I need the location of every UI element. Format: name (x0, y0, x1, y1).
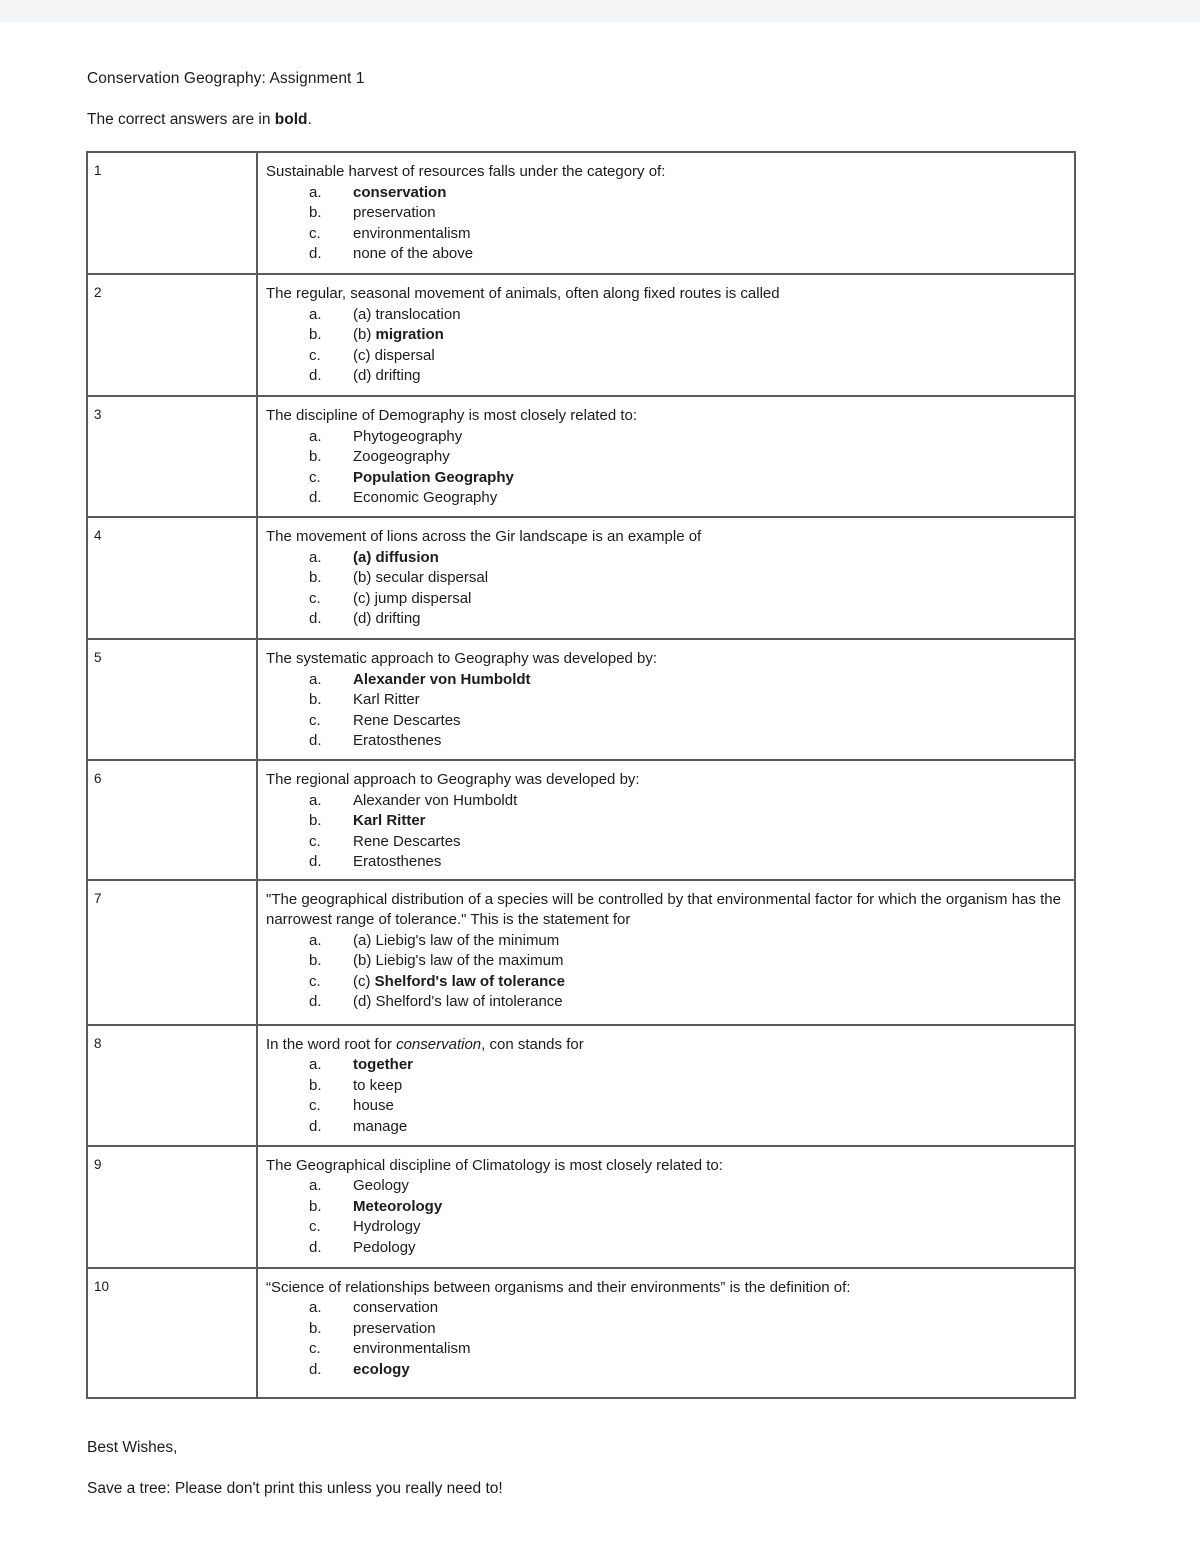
option-text: Rene Descartes (353, 711, 461, 729)
option-letter: a. (309, 670, 322, 688)
option-text: (b) secular dispersal (353, 569, 489, 586)
option-text: Rene Descartes (353, 832, 461, 850)
options-list (266, 1298, 1066, 1380)
question-row (87, 639, 1075, 760)
option-content (353, 931, 559, 952)
question-text: The systematic approach to Geography was developed by: (266, 650, 658, 667)
option-content (353, 1117, 407, 1138)
correct-answer-text: ecology (353, 1360, 410, 1378)
question-number: 8 (87, 1025, 257, 1146)
answer-option (266, 568, 1066, 589)
answer-option (266, 244, 1066, 265)
question-cell (257, 152, 1075, 274)
option-text: (a) Liebig's law of the minimum (353, 931, 560, 949)
option-content (353, 731, 441, 752)
option-content (353, 589, 471, 610)
top-bar (0, 0, 1200, 22)
option-letter: b. (309, 326, 322, 343)
option-text: Zoogeography (353, 448, 450, 465)
question-cell (257, 1268, 1075, 1398)
answer-option (266, 852, 1066, 873)
option-letter: b. (309, 569, 322, 586)
question-cell (257, 396, 1075, 517)
option-letter: d. (309, 993, 322, 1010)
option-content (353, 1319, 436, 1340)
options-list (266, 548, 1066, 630)
option-content (353, 1217, 421, 1238)
answer-option (266, 832, 1066, 853)
questions-table (86, 151, 1076, 1399)
question-cell (257, 639, 1075, 760)
correct-answer-text: Shelford's law of tolerance (374, 972, 565, 990)
question-cell (257, 517, 1075, 639)
option-letter: d. (309, 367, 322, 384)
answer-option (266, 589, 1066, 610)
question-text (266, 1035, 1066, 1056)
option-content (353, 568, 488, 589)
question-cell (257, 1025, 1075, 1146)
question-number: 7 (87, 880, 257, 1025)
question-row (87, 396, 1075, 517)
option-content (353, 468, 514, 489)
answer-option (266, 811, 1066, 832)
option-letter: d. (309, 489, 322, 506)
option-content (353, 1298, 438, 1319)
option-prefix: (c) (353, 972, 375, 990)
correct-answer-text: (a) diffusion (353, 548, 439, 566)
question-row (87, 880, 1075, 1025)
answer-option (266, 203, 1066, 224)
question-text: “Science of relationships between organisms and their environments” is the definition of: (266, 1278, 851, 1296)
option-text: Geology (353, 1177, 409, 1194)
option-text: preservation (353, 1319, 436, 1337)
correct-answer-text: Meteorology (353, 1197, 443, 1215)
answer-option (266, 992, 1066, 1013)
answer-option (266, 1298, 1066, 1319)
option-content (353, 1197, 442, 1218)
option-text: Economic Geography (353, 489, 498, 506)
option-text: Eratosthenes (353, 732, 442, 749)
option-text: none of the above (353, 245, 474, 262)
options-list (266, 427, 1066, 509)
option-content (353, 670, 531, 691)
option-text: Karl Ritter (353, 691, 420, 708)
question-number: 3 (87, 396, 257, 517)
option-letter: b. (309, 812, 322, 829)
option-letter: a. (309, 427, 322, 445)
option-letter: c. (309, 346, 321, 364)
answer-option (266, 1055, 1066, 1076)
option-letter: d. (309, 1117, 322, 1135)
save-tree-note: Save a tree: Please don't print this unless you really need to! (87, 1480, 503, 1497)
option-text: environmentalism (353, 224, 471, 242)
option-content (353, 1176, 409, 1197)
option-content (353, 609, 421, 630)
answer-option (266, 1197, 1066, 1218)
option-content (353, 791, 517, 812)
option-letter: a. (309, 183, 322, 201)
option-content (353, 427, 462, 448)
options-list (266, 1176, 1066, 1258)
option-letter: c. (309, 1097, 321, 1114)
option-content (353, 852, 441, 873)
option-content (353, 325, 444, 346)
option-letter: b. (309, 691, 322, 708)
option-letter: b. (309, 448, 322, 465)
question-row (87, 1146, 1075, 1268)
option-content (353, 1360, 410, 1381)
option-text: Eratosthenes (353, 853, 442, 870)
question-cell (257, 760, 1075, 880)
option-letter: a. (309, 791, 322, 809)
intro-bold-word: bold (274, 111, 308, 128)
answer-option (266, 670, 1066, 691)
option-content (353, 1339, 471, 1360)
question-row (87, 1268, 1075, 1398)
option-letter: d. (309, 610, 322, 627)
answer-option (266, 951, 1066, 972)
option-letter: c. (309, 711, 321, 729)
option-letter: a. (309, 1056, 322, 1073)
option-text: to keep (353, 1076, 403, 1094)
question-text: The regional approach to Geography was developed by: (266, 771, 640, 788)
correct-answer-text: conservation (353, 183, 447, 201)
question-number: 4 (87, 517, 257, 639)
option-text: (b) Liebig's law of the maximum (353, 952, 564, 969)
options-list (266, 670, 1066, 752)
answer-option (266, 972, 1066, 993)
answer-option (266, 791, 1066, 812)
option-content (353, 183, 446, 204)
option-content (353, 711, 461, 732)
correct-answer-text: Population Geography (353, 468, 514, 486)
intro-prefix: The correct answers are in (87, 111, 275, 128)
answer-option (266, 1339, 1066, 1360)
option-text: house (353, 1097, 394, 1114)
question-text-prefix: In the word root for (266, 1035, 397, 1053)
answer-option (266, 488, 1066, 509)
question-number: 2 (87, 274, 257, 396)
option-content (353, 811, 426, 832)
question-text-suffix: , con stands for (481, 1035, 584, 1053)
question-row (87, 1025, 1075, 1146)
answer-option (266, 325, 1066, 346)
option-text: (d) Shelford's law of intolerance (353, 993, 563, 1010)
answer-option (266, 305, 1066, 326)
option-text: Hydrology (353, 1218, 421, 1235)
question-cell (257, 1146, 1075, 1268)
option-content (353, 1076, 402, 1097)
answer-option (266, 931, 1066, 952)
answer-option (266, 1096, 1066, 1117)
option-content (353, 488, 497, 509)
correct-answer-text: Alexander von Humboldt (353, 670, 531, 688)
option-text: (c) jump dispersal (353, 589, 472, 607)
question-text: The movement of lions across the Gir landscape is an example of (266, 528, 702, 545)
option-content (353, 346, 435, 367)
correct-answer-text: together (353, 1056, 413, 1073)
option-letter: a. (309, 305, 322, 323)
closing-line: Best Wishes, (87, 1439, 178, 1456)
question-text: The regular, seasonal movement of animals, often along fixed routes is called (266, 285, 780, 302)
answer-option (266, 731, 1066, 752)
answer-option (266, 468, 1066, 489)
question-text: The discipline of Demography is most closely related to: (266, 407, 638, 424)
option-letter: c. (309, 1218, 321, 1235)
option-letter: b. (309, 1197, 322, 1215)
answer-option (266, 346, 1066, 367)
option-letter: a. (309, 548, 322, 566)
option-text: (c) dispersal (353, 346, 435, 364)
option-text: (a) translocation (353, 305, 461, 323)
question-row (87, 760, 1075, 880)
option-letter: c. (309, 1340, 321, 1357)
correct-answer-text: Karl Ritter (353, 812, 426, 829)
document-title: Conservation Geography: Assignment 1 (87, 70, 365, 87)
answer-option (266, 1176, 1066, 1197)
option-content (353, 447, 450, 468)
answer-option (266, 447, 1066, 468)
option-letter: b. (309, 952, 322, 969)
answer-option (266, 1360, 1066, 1381)
option-letter: d. (309, 245, 322, 262)
option-text: (d) drifting (353, 610, 421, 627)
answer-option (266, 1238, 1066, 1259)
option-letter: d. (309, 853, 322, 870)
option-content (353, 951, 563, 972)
option-letter: a. (309, 931, 322, 949)
answer-option (266, 711, 1066, 732)
option-content (353, 548, 439, 569)
answer-option (266, 366, 1066, 387)
answer-option (266, 224, 1066, 245)
intro-line (87, 111, 312, 129)
option-content (353, 366, 421, 387)
option-letter: d. (309, 732, 322, 749)
question-cell (257, 274, 1075, 396)
option-text: preservation (353, 204, 436, 221)
option-letter: a. (309, 1299, 322, 1316)
option-letter: d. (309, 1360, 322, 1378)
option-content (353, 992, 563, 1013)
answer-option (266, 548, 1066, 569)
answer-option (266, 690, 1066, 711)
option-text: Alexander von Humboldt (353, 791, 518, 809)
answer-option (266, 1217, 1066, 1238)
question-number: 9 (87, 1146, 257, 1268)
options-list (266, 1055, 1066, 1137)
question-row (87, 517, 1075, 639)
question-row (87, 152, 1075, 274)
option-letter: c. (309, 468, 321, 486)
option-text: manage (353, 1117, 408, 1135)
option-letter: b. (309, 204, 322, 221)
option-text: Pedology (353, 1238, 416, 1256)
question-row (87, 274, 1075, 396)
option-letter: c. (309, 972, 321, 990)
question-text: The Geographical discipline of Climatology is most closely related to: (266, 1156, 723, 1174)
correct-answer-text: migration (375, 326, 444, 343)
options-list (266, 183, 1066, 265)
option-content (353, 1238, 416, 1259)
intro-suffix: . (307, 111, 312, 128)
answer-option (266, 183, 1066, 204)
option-content (353, 1055, 413, 1076)
option-content (353, 1096, 394, 1117)
option-letter: c. (309, 589, 321, 607)
answer-option (266, 427, 1066, 448)
answer-option (266, 1076, 1066, 1097)
option-letter: a. (309, 1177, 322, 1194)
option-content (353, 690, 420, 711)
option-text: Phytogeography (353, 427, 463, 445)
options-list (266, 791, 1066, 873)
option-text: environmentalism (353, 1340, 471, 1357)
answer-option (266, 1117, 1066, 1138)
option-letter: c. (309, 832, 321, 850)
answer-option (266, 1319, 1066, 1340)
question-number: 6 (87, 760, 257, 880)
option-content (353, 203, 436, 224)
option-letter: c. (309, 224, 321, 242)
option-content (353, 972, 565, 993)
option-content (353, 832, 461, 853)
question-number: 1 (87, 152, 257, 274)
option-text: conservation (353, 1299, 439, 1316)
question-text-italic: conservation (396, 1035, 482, 1053)
question-text: "The geographical distribution of a species will be controlled by that environmental factor for which the organism has the narrowest range of tolerance." This is the statement for (266, 890, 1061, 928)
option-prefix: (b) (353, 326, 376, 343)
options-list (266, 931, 1066, 1013)
option-letter: b. (309, 1319, 322, 1337)
question-cell (257, 880, 1075, 1025)
option-content (353, 224, 471, 245)
question-number: 10 (87, 1268, 257, 1398)
options-list (266, 305, 1066, 387)
option-letter: d. (309, 1238, 322, 1256)
question-number: 5 (87, 639, 257, 760)
option-letter: b. (309, 1076, 322, 1094)
question-text: Sustainable harvest of resources falls under the category of: (266, 163, 666, 180)
option-content (353, 244, 473, 265)
option-content (353, 305, 461, 326)
option-text: (d) drifting (353, 367, 421, 384)
answer-option (266, 609, 1066, 630)
